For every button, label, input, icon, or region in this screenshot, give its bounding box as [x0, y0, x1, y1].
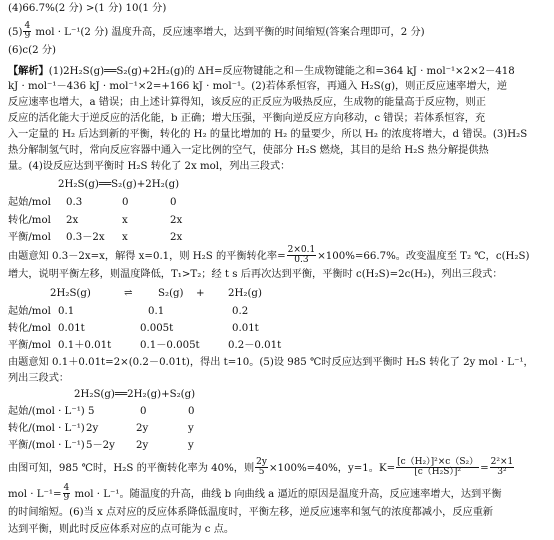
table2-row-label: 起始/mol	[8, 306, 51, 317]
table2-cell: 0.1	[148, 306, 165, 317]
table3-row-label: 转化/(mol · L⁻¹)	[8, 423, 85, 434]
table3-cell: 2y	[136, 423, 149, 434]
fraction-4-9-b: $\frac{4}{9}$	[63, 483, 70, 504]
answer-5-prefix: (5)	[8, 26, 23, 38]
table3-cell: 0	[140, 406, 147, 417]
table2-cell: 0.2	[232, 306, 249, 317]
table3-cell: y	[188, 440, 194, 451]
analysis-line-3: 反应速率也增大，a 错误；由上述计算得知，该反应的正反应为吸热反应，生成物的能量高于反应物，则正	[8, 97, 486, 108]
table3-row-label: 起始/(mol · L⁻¹)	[8, 406, 85, 417]
analysis-line-4: 反应的活化能大于逆反应的活化能，b 正确；增大压强，平衡向逆反应方向移动，c 错误；若体系恒容，充	[8, 113, 486, 124]
table2-row-label: 转化/mol	[8, 323, 51, 334]
table2-cell: 0.1	[58, 306, 75, 317]
table2-header: S₂(g)	[158, 288, 184, 299]
table3-equation: 2H₂S(g)══2H₂(g)+S₂(g)	[74, 389, 196, 400]
fraction-2y-5: $\frac{2y}{5}$	[256, 457, 267, 478]
fraction-k-value: $\frac{\text{2²×1}}{\text{3²}}$	[490, 457, 514, 478]
table3-cell: 5	[88, 406, 95, 417]
analysis-line-5: 入一定量的 H₂ 后达到新的平衡，转化的 H₂ 的量比增加的 H₂ 的量要少，所以 H₂ 的浓度将增大，d 错误。(3)H₂S	[8, 129, 528, 140]
table1-cell: x	[122, 215, 128, 226]
para4-line-4: 达到平衡，则此时反应体系对应的点可能为 c 点。	[8, 524, 235, 535]
analysis-line-6: 热分解制氢气时，常向反应容器中通入一定比例的空气，使部分 H₂S 燃烧，其目的是给 H₂S 热分解提供热	[8, 145, 489, 156]
table1-cell: 0	[170, 197, 177, 208]
table1-equation: 2H₂S(g)══S₂(g)+2H₂(g)	[58, 179, 180, 190]
table1-cell: 0	[122, 197, 129, 208]
fraction-k-expression: $\frac{\text{[c（H₂）]²×c（S₂）}}{\text{[c（H₂S）]²}}$	[397, 457, 479, 478]
para2-line-2: 增大，说明平衡左移，则温度降低，T₁>T₂；经 t s 后再次达到平衡，平衡时 c(H₂S)=2c(H₂)，列出三段式：	[8, 269, 503, 280]
table3-cell: 5－2y	[86, 440, 115, 451]
table1-cell: 0.3	[66, 197, 83, 208]
answer-5	[8, 22, 425, 42]
table1-cell: x	[122, 232, 128, 243]
table2-cell: 0.1－0.005t	[140, 340, 200, 351]
table1-row-label: 平衡/mol	[8, 232, 51, 243]
fraction-conversion: $\frac{2\times 0.1}{0.3}$	[287, 245, 316, 266]
answer-5-text: mol · L⁻¹(2 分) 温度升高，反应速率增大，达到平衡的时间缩短(答案合理即可，2 分)	[32, 26, 425, 38]
table2-cell: 0.005t	[140, 323, 174, 334]
analysis-line-2: kJ · mol⁻¹－436 kJ · mol⁻¹×2=+166 kJ · mol⁻¹。(2)若体系恒容，再通入 H₂S(g)，则正反应速率增大，逆	[8, 81, 508, 92]
table2-plus: +	[196, 288, 205, 299]
table3-row-label: 平衡/(mol · L⁻¹)	[8, 440, 85, 451]
table3-cell: 2y	[136, 440, 149, 451]
table1-row-label: 转化/mol	[8, 215, 51, 226]
table3-cell: 2y	[86, 423, 99, 434]
answer-6: (6)c(2 分)	[8, 45, 56, 56]
table2-cell: 0.01t	[232, 323, 259, 334]
table2-row-label: 平衡/mol	[8, 340, 51, 351]
analysis-line-7: 量。(4)设反应达到平衡时 H₂S 转化了 2x mol，列出三段式：	[8, 161, 291, 172]
para3-line-1: 由题意知 0.1＋0.01t=2×(0.2－0.01t)，得出 t=10。(5)设 985 ℃时反应达到平衡时 H₂S 转化了 2y mol · L⁻¹，	[8, 357, 534, 368]
para4-line-1: 由图可知，985 ℃时，H₂S 的平衡转化率为 40%，则 $\frac{2y}{5}$ ×100%=40%，y=1。K= $\frac{\text{[c（H₂）]²×c（S₂）}}{\text{[c（H₂S）]²}}$ = $\frac{\text{2²×1}}{\text{3²}}$	[8, 457, 514, 478]
table1-cell: 2x	[170, 232, 183, 243]
para4-line-3: 的时间缩短。(6)当 x 点对应的反应体系降低温度时，平衡左移，逆反应速率和氢气的浓度都减小，反应重新	[8, 507, 494, 518]
table1-row-label: 起始/mol	[8, 197, 51, 208]
answer-4: (4)66.7%(2 分) >(1 分) 10(1 分)	[8, 3, 167, 14]
table2-cell: 0.2－0.01t	[228, 340, 282, 351]
table1-cell: 0.3－2x	[66, 232, 105, 243]
table2-header: 2H₂(g)	[228, 288, 262, 299]
para3-line-2: 列出三段式：	[8, 373, 70, 384]
table1-cell: 2x	[66, 215, 79, 226]
para4-line-2: mol · L⁻¹= $\frac{4}{9}$ mol · L⁻¹。随温度的升高，曲线 b 向曲线 a 逼近的原因是温度升高，反应速率增大，达到平衡	[8, 483, 502, 504]
para2-line-1: 由题意知 0.3－2x=x，解得 x=0.1，则 H₂S 的平衡转化率= $\frac{2\times 0.1}{0.3}$ ×100%=66.7%。改变温度至 T₂ ℃，c(H₂S)	[8, 245, 530, 266]
analysis-label: 【解析】	[8, 65, 49, 77]
table2-header: 2H₂S(g)	[50, 288, 91, 299]
table3-cell: 0	[188, 406, 195, 417]
table3-cell: y	[188, 423, 194, 434]
fraction-4-9: $\frac{4}{9}$	[24, 21, 31, 42]
table2-cell: 0.1＋0.01t	[58, 340, 112, 351]
analysis-line-1: 【解析】(1)2H₂S(g)══S₂(g)+2H₂(g)的 ΔH=反应物键能之和－生成物键能之和=364 kJ · mol⁻¹×2×2－418	[8, 65, 515, 77]
table2-arrow: ⇌	[124, 288, 133, 299]
table1-cell: 2x	[170, 215, 183, 226]
table2-cell: 0.01t	[58, 323, 85, 334]
